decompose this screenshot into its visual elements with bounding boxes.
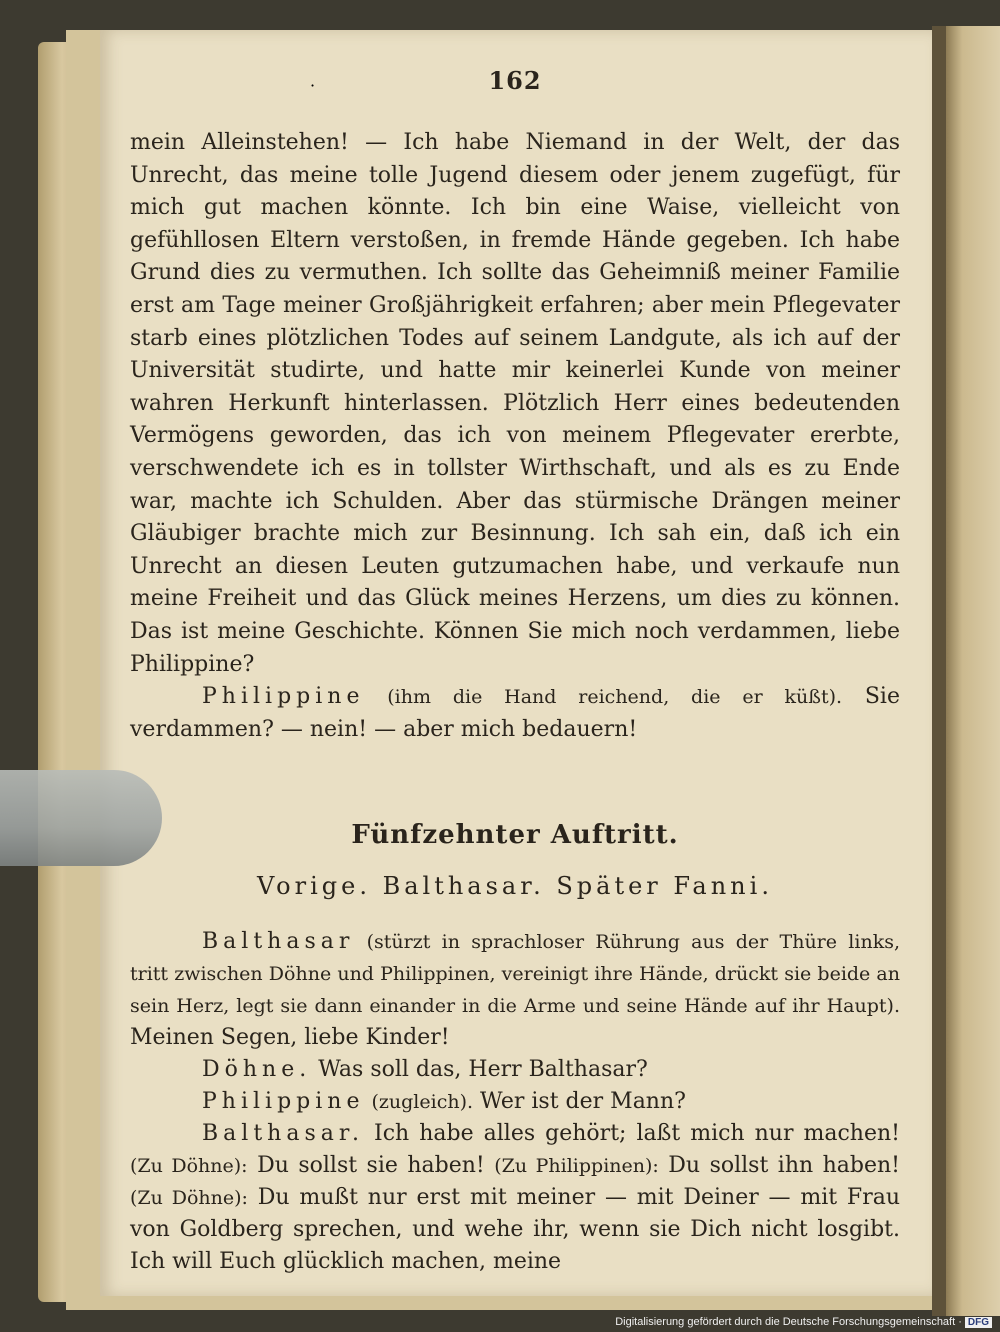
stage-direction: (Zu Döhne): — [130, 1155, 248, 1178]
dialog-text: Sie verdammen? — nein! — aber mich bedauern! — [130, 684, 900, 742]
scene-title: Fünfzehnter Auftritt. — [351, 820, 679, 851]
paragraph-philippine-reply — [130, 681, 900, 746]
speaker-name: Balthasar — [202, 929, 355, 955]
page-number: 162 — [488, 66, 542, 95]
facing-page-edge — [946, 26, 1000, 1316]
stage-direction: (Zu Döhne): — [130, 1187, 248, 1210]
dialog-text: Du sollst ihn haben! — [668, 1153, 901, 1179]
digitization-credit — [615, 1316, 992, 1328]
dialog-text: Wer ist der Mann? — [480, 1089, 686, 1115]
stage-direction: (stürzt in sprachloser Rührung aus der Thüre links, tritt zwischen Döhne und Philippinen, vereinigt ihre Hände, drückt sie beide an sein Herz, legt sie dann einander in die Arme und seine Hände auf ihr Haupt). — [130, 931, 900, 1018]
speaker-name: Döhne. — [202, 1057, 312, 1083]
book-page — [100, 30, 932, 1296]
credit-text: Digitalisierung gefördert durch die Deutsche Forschungsgemeinschaft · — [615, 1316, 962, 1328]
scanner-thumb-holder — [0, 770, 162, 866]
dialog-text: Du mußt nur erst mit meiner — mit Deiner — mit Frau von Goldberg sprechen, und wehe ihr, wenn sie Dich nicht losgibt. Ich will Euch glücklich machen, meine — [130, 1185, 900, 1275]
page-content — [130, 30, 900, 1278]
dialog-balthasar-entry — [130, 926, 900, 1054]
dialog-balthasar — [130, 1118, 900, 1278]
paragraph-monologue: mein Alleinstehen! — Ich habe Niemand in der Welt, der das Unrecht, das meine tolle Jugend diesem oder jenem zugefügt, für mich gut machen könnte. Ich bin eine Waise, vielleicht von gefühllosen Eltern verstoßen, in fremde Hände gegeben. Ich habe Grund dies zu vermuthen. Ich sollte das Geheimniß meiner Familie erst am Tage meiner Großjährigkeit erfahren; aber mein Pflegevater starb eines plötzlichen Todes auf seinem Landgute, als ich auf der Universität studirte, und hatte mir keinerlei Kunde von meiner wahren Herkunft hinterlassen. Plötzlich Herr eines bedeutenden Vermögens geworden, das ich von meinem Pflegevater ererbte, verschwendete ich es in tollster Wirthschaft, und als es zu Ende war, machte ich Schulden. Aber das stürmische Drängen meiner Gläubiger brachte mich zur Besinnung. Ich sah ein, daß ich ein Unrecht an diesen Leuten gutzumachen habe, und verkaufe nun meine Freiheit und das Glück meines Herzens, um dies zu können. Das ist meine Geschichte. Können Sie mich noch verdammen, liebe Philippine? — [130, 130, 900, 677]
dialog-text: Du sollst sie haben! — [257, 1153, 485, 1179]
dialog-doehne — [130, 1054, 900, 1086]
dialog-text: Was soll das, Herr Balthasar? — [318, 1057, 648, 1083]
scene-cast: Vorige. Balthasar. Später Fanni. — [257, 872, 773, 901]
stage-direction: (Zu Philippinen): — [494, 1155, 659, 1178]
dialog-text: Meinen Segen, liebe Kinder! — [130, 1025, 450, 1051]
page-mark: · — [310, 76, 316, 95]
speaker-name: Balthasar. — [202, 1121, 364, 1147]
stage-direction: (zugleich). — [371, 1091, 474, 1114]
stage-direction: (ihm die Hand reichend, die er küßt). — [387, 686, 843, 709]
dialog-philippine — [130, 1086, 900, 1118]
speaker-name: Philippine — [202, 684, 365, 710]
dfg-logo: DFG — [965, 1317, 992, 1328]
speaker-name: Philippine — [202, 1089, 365, 1115]
dialog-text: Ich habe alles gehört; laßt mich nur machen! — [374, 1121, 901, 1147]
